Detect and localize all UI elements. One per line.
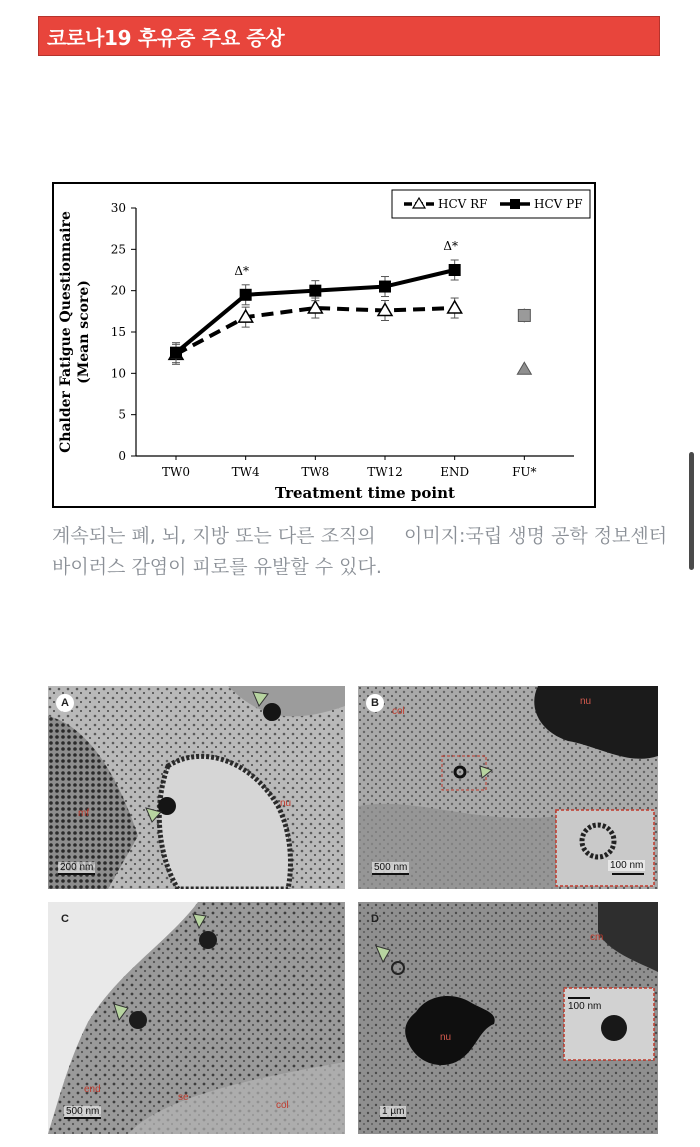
label-nu-d: nu: [440, 1032, 452, 1043]
x-tick-label: TW12: [367, 465, 403, 479]
legend-label-1: HCV PF: [534, 197, 583, 211]
micrograph-d-image: [358, 902, 658, 1134]
label-nu: nu: [280, 798, 292, 809]
followup-marker-square: [518, 309, 530, 321]
y-tick-label: 0: [118, 449, 126, 463]
panel-c-letter: C: [61, 913, 69, 925]
legend-marker-square: [510, 199, 520, 209]
legend-label-0: HCV RF: [438, 197, 488, 211]
micrograph-c-image: [48, 902, 345, 1134]
label-mf: mf: [78, 808, 90, 819]
x-tick-label: TW4: [231, 465, 260, 479]
marker-triangle: [448, 301, 462, 313]
micrograph-a-image: [48, 686, 345, 889]
y-axis-subtitle: (Mean score): [76, 280, 92, 384]
significance-annotation: Δ*: [443, 239, 459, 253]
fatigue-chart-svg: [54, 184, 594, 506]
image-source: 이미지:국립 생명 공학 정보센터: [404, 525, 668, 547]
label-col: col: [392, 706, 405, 717]
panel-d-letter: D: [371, 913, 379, 925]
marker-square: [170, 347, 182, 359]
scrollbar[interactable]: [689, 452, 694, 570]
micrograph-panel-d: [358, 902, 658, 1134]
scale-bar-c: 500 nm: [66, 1106, 100, 1117]
marker-square: [379, 281, 391, 293]
micrograph-panel-c: [48, 902, 345, 1134]
y-tick-label: 30: [110, 201, 126, 215]
y-axis-title: Chalder Fatigue Questionnaire: [58, 211, 74, 453]
scale-bar-a: 200 nm: [60, 862, 94, 873]
label-cm: cm: [590, 932, 604, 943]
label-se: se: [178, 1092, 189, 1103]
x-axis-title: Treatment time point: [275, 484, 455, 502]
image-caption: 계속되는 폐, 뇌, 지방 또는 다른 조직의 바이러스 감염이 피로를 유발할 수 있다.: [52, 525, 382, 578]
marker-square: [309, 285, 321, 297]
significance-annotation: Δ*: [234, 263, 250, 278]
fatigue-chart: [52, 182, 596, 508]
label-nu-b: nu: [580, 696, 592, 707]
marker-square: [449, 264, 461, 276]
x-tick-label: END: [440, 465, 470, 479]
micrograph-panel-b: [358, 686, 658, 889]
marker-square: [240, 289, 252, 301]
scale-bar-d: 1 µm: [382, 1106, 405, 1117]
x-tick-label: TW8: [301, 465, 330, 479]
page-title: 코로나19 후유증 주요 증상: [47, 25, 285, 50]
followup-marker-triangle: [517, 362, 531, 374]
y-tick-label: 20: [110, 283, 126, 298]
y-tick-label: 10: [110, 366, 126, 381]
panel-b-letter: B: [366, 694, 384, 712]
scale-bar-b: 500 nm: [374, 862, 408, 873]
inset-scale-b: 100 nm: [610, 860, 644, 871]
panel-a-letter: A: [56, 694, 74, 712]
y-tick-label: 15: [110, 325, 126, 339]
x-tick-label: TW0: [162, 465, 190, 479]
label-col-c: col: [276, 1100, 289, 1111]
x-tick-label: FU*: [512, 465, 537, 479]
y-tick-label: 25: [110, 242, 126, 257]
label-end: end: [84, 1084, 101, 1095]
inset-scale-d: 100 nm: [568, 1001, 602, 1012]
title-bar: [38, 16, 660, 56]
y-tick-label: 5: [118, 407, 126, 422]
micrograph-panel-a: [48, 686, 345, 889]
micrograph-figure: [48, 686, 658, 1134]
